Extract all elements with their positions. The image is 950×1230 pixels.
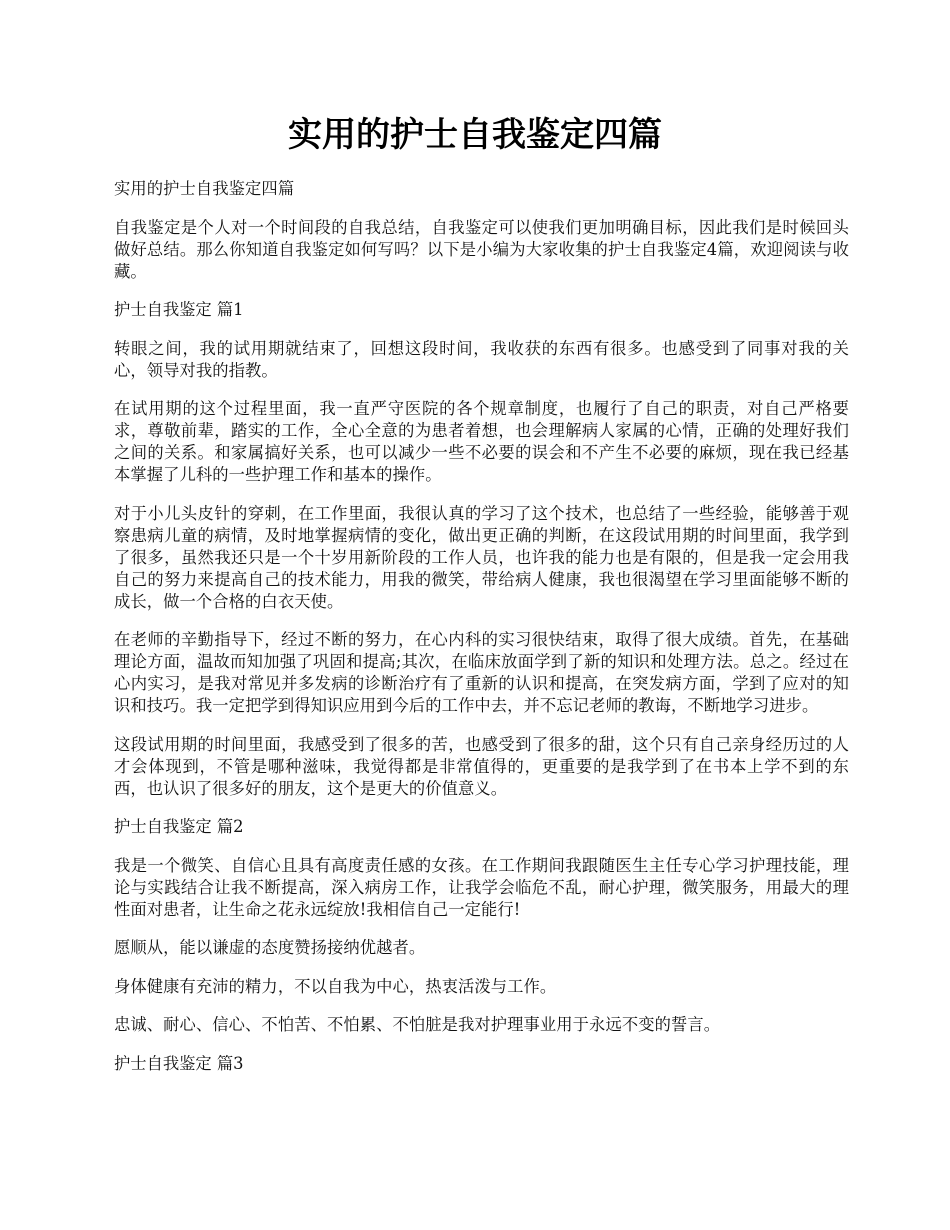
section-heading-2: 护士自我鉴定 篇2 xyxy=(114,817,244,836)
document-title: 实用的护士自我鉴定四篇 xyxy=(288,115,662,155)
document-body xyxy=(114,178,849,1091)
paragraph: 我是一个微笑、自信心且具有高度责任感的女孩。在工作期间我跟随医生主任专心学习护理技能，理论与实践结合让我不断提高，深入病房工作，让我学会临危不乱，耐心护理，微笑服务，用最大的理性面对患者，让生命之花永远绽放!我相信自己一定能行! xyxy=(114,855,849,919)
paragraph: 在老师的辛勤指导下，经过不断的努力，在心内科的实习很快结束，取得了很大成绩。首先，在基础理论方面，温故而知加强了巩固和提高;其次，在临床放面学到了新的知识和处理方法。总之。经过在心内实习，是我对常见并多发病的诊断治疗有了重新的认识和提高，在突发病方面，学到了应对的知识和技巧。我一定把学到得知识应用到今后的工作中去，并不忘记老师的教诲，不断地学习进步。 xyxy=(114,630,849,715)
intro-paragraph: 自我鉴定是个人对一个时间段的自我总结，自我鉴定可以使我们更加明确目标，因此我们是时候回头做好总结。那么你知道自我鉴定如何写吗？以下是小编为大家收集的护士自我鉴定4篇，欢迎阅读与收藏。 xyxy=(114,217,849,281)
section-heading-1: 护士自我鉴定 篇1 xyxy=(114,300,244,319)
subtitle-line: 实用的护士自我鉴定四篇 xyxy=(114,179,295,198)
paragraph: 这段试用期的时间里面，我感受到了很多的苦，也感受到了很多的甜，这个只有自己亲身经历过的人才会体现到，不管是哪种滋味，我觉得都是非常值得的，更重要的是我学到了在书本上学不到的东西，也认识了很多好的朋友，这个是更大的价值意义。 xyxy=(114,734,849,798)
paragraph: 转眼之间，我的试用期就结束了，回想这段时间，我收获的东西有很多。也感受到了同事对我的关心，领导对我的指教。 xyxy=(114,338,849,380)
section-heading-3: 护士自我鉴定 篇3 xyxy=(114,1053,244,1073)
paragraph: 忠诚、耐心、信心、不怕苦、不怕累、不怕脏是我对护理事业用于永远不变的誓言。 xyxy=(114,1015,721,1034)
paragraph: 对于小儿头皮针的穿刺，在工作里面，我很认真的学习了这个技术，也总结了一些经验，能够善于观察患病儿童的病情，及时地掌握病情的变化，做出更正确的判断，在这段试用期的时间里面，我学到了很多，虽然我还只是一个十岁用新阶段的工作人员，也许我的能力也是有限的，但是我一定会用我自己的努力来提高自己的技术能力，用我的微笑，带给病人健康，我也很渴望在学习里面能够不断的成长，做一个合格的白衣天使。 xyxy=(114,503,849,611)
paragraph: 身体健康有充沛的精力，不以自我为中心，热衷活泼与工作。 xyxy=(114,976,557,996)
paragraph: 在试用期的这个过程里面，我一直严守医院的各个规章制度，也履行了自己的职责，对自己严格要求，尊敬前辈，踏实的工作，全心全意的为患者着想，也会理解病人家属的心情，正确的处理好我们之间的关系。和家属搞好关系，也可以减少一些不必要的误会和不产生不必要的麻烦，现在我已经基本掌握了儿科的一些护理工作和基本的操作。 xyxy=(114,399,849,484)
paragraph: 愿顺从，能以谦虚的态度赞扬接纳优越者。 xyxy=(114,938,426,957)
